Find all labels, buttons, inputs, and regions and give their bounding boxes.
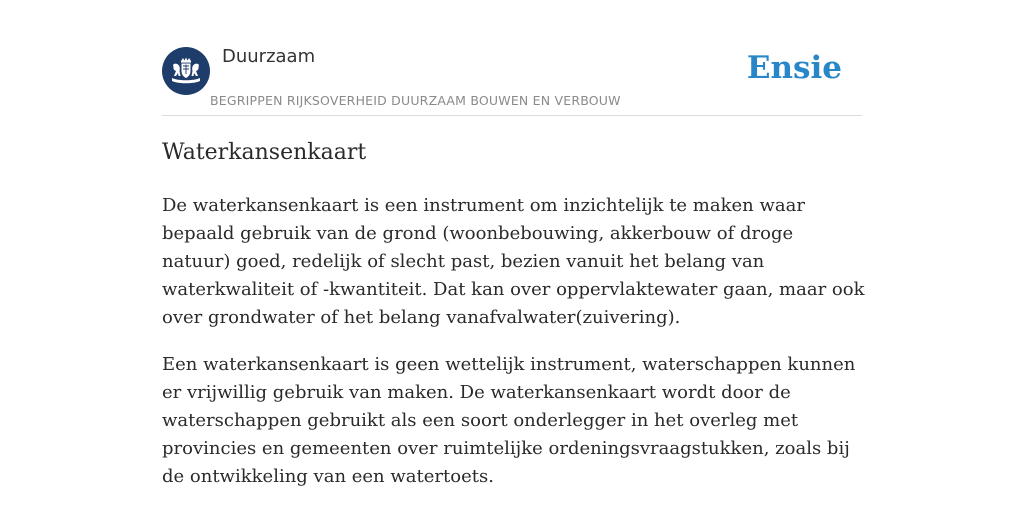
article-header	[162, 0, 862, 116]
avatar[interactable]	[162, 47, 210, 95]
brand-logo[interactable]: Ensie	[746, 50, 842, 86]
article-paragraph-2: Een waterkansenkaart is geen wettelijk instrument, waterschappen kunnen er vrijwillig gebruik van maken. De waterkansenkaart wordt door de waterschappen gebruikt als een soort onderlegger in het overleg met provincies en gemeenten over ruimtelijke ordeningsvraagstukken, zoals bij de ontwikkeling van een watertoets.	[162, 354, 856, 487]
coat-of-arms-icon	[169, 56, 203, 86]
article-paragraph-1: De waterkansenkaart is een instrument om inzichtelijk te maken waar bepaald gebruik van de grond (woonbebouwing, akkerbouw of droge natuur) goed, redelijk of slecht past, bezien vanuit het belang van waterkwaliteit of -kwantiteit. Dat kan over oppervlaktewater gaan, maar ook over grondwater of het belang vanafvalwater(zuivering).	[162, 195, 865, 328]
article-title: Waterkansenkaart	[162, 140, 367, 165]
article-card	[162, 0, 865, 512]
source-subtitle[interactable]: BEGRIPPEN RIJKSOVERHEID DUURZAAM BOUWEN EN VERBOUW	[210, 93, 621, 108]
author-name[interactable]: Duurzaam	[222, 46, 316, 67]
